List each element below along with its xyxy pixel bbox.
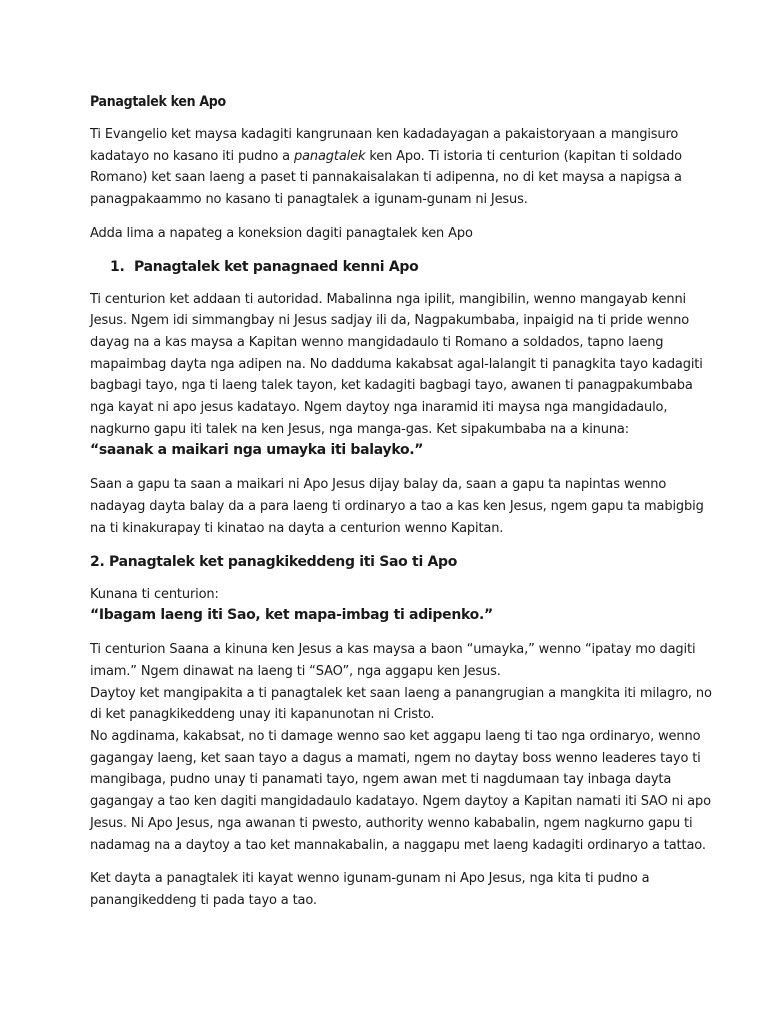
body-line: na ti kinakurapay ti kinatao na dayta a centurion wenno Kapitan.: [90, 520, 504, 536]
body-line: Ket dayta a panagtalek iti kayat wenno igunam-gunam ni Apo Jesus, nga kita ti pudno a: [90, 871, 650, 887]
section-2-paragraph: [90, 639, 712, 856]
body-line: dayag na a kas maysa a Kapitan wenno mangidadaulo ti Romano a soldados, tapno laeng: [90, 334, 664, 350]
body-line: imam.” Ngem dinawat na laeng ti “SAO”, nga aggapu ken Jesus.: [90, 663, 501, 679]
section-2-speaker: Kunana ti centurion:: [90, 586, 219, 602]
body-line: mapaimbag dayta nga adipen na. No dadduma kakabsat agal-lalangit ti panagkita tayo kadagiti: [90, 356, 703, 372]
section-1-quote: “saanak a maikari nga umayka iti balayko.”: [90, 442, 424, 459]
body-line: di ket panagkikeddeng unay iti kapanunotan ni Cristo.: [90, 707, 435, 723]
section-1-follow-paragraph: [90, 474, 704, 539]
lead-in-paragraph: Adda lima a napateg a koneksion dagiti panagtalek ken Apo: [90, 225, 473, 241]
body-line: nagkurno gapu iti talek na ken Jesus, nga manga-gas. Ket sipakumbaba na a kinuna:: [90, 421, 629, 437]
body-line: gagangay laeng, ket saan tayo a dagus a mamati, ngem no daytay boss wenno leaderes tayo ti: [90, 750, 701, 766]
section-2-heading: 2. Panagtalek ket panagkikeddeng iti Sao ti Apo: [90, 553, 458, 570]
body-line: nadayag dayta balay da a para laeng ti ordinaryo a tao a kas ken Jesus, ngem gapu ta mabigbig: [90, 499, 704, 515]
closing-paragraph: [90, 868, 698, 911]
emphasis-word: panagtalek: [293, 148, 366, 164]
section-1-paragraph: [90, 289, 703, 441]
intro-paragraph: [90, 124, 698, 211]
section-2-quote: “Ibagam laeng iti Sao, ket mapa-imbag ti adipenko.”: [90, 607, 493, 624]
intro-line: Ti Evangelio ket maysa kadagiti kangrunaan ken kadadayagan a pakaistoryaan a mangisuro: [90, 127, 679, 142]
list-number: 1.: [110, 258, 125, 275]
body-line: Daytoy ket mangipakita a ti panagtalek ket saan laeng a panangrugian a mangkita iti milagro, no: [90, 685, 712, 701]
body-line: gagangay a tao ken dagiti mangidadaulo kadatayo. Ngem daytoy a Kapitan namati iti SAO ni apo: [90, 794, 711, 810]
body-line: nadamag na a daytoy a tao ket mannakabalin, a naggapu met laeng kadagiti ordinaryo a tattao.: [90, 837, 706, 853]
body-line: No agdinama, kakabsat, no ti damage wenno sao ket aggapu laeng ti tao nga ordinaryo, wenno: [90, 729, 701, 745]
body-line: Ti centurion ket addaan ti autoridad. Mabalinna nga ipilit, mangibilin, wenno mangayab kenni: [90, 291, 687, 307]
intro-line: Romano) ket saan laeng a paset ti pannakaisalakan ti adipenna, no di ket maysa a napigsa a: [90, 170, 682, 186]
body-line: nga kayat ni apo jesus kadatayo. Ngem daytoy nga inaramid iti maysa nga mangidadaulo,: [90, 400, 668, 416]
body-line: Jesus. Ni Apo Jesus, nga awanan ti pwesto, authority wenno kababalin, ngem nagkurno gapu ti: [90, 815, 693, 831]
body-line: Ti centurion Saana a kinuna ken Jesus a kas maysa a baon “umayka,” wenno “ipatay mo dagiti: [90, 642, 696, 658]
body-line: panangikeddeng ti pada tayo a tao.: [90, 892, 317, 908]
document-title: Panagtalek ken Apo: [90, 94, 226, 110]
body-line: mangibaga, pudno unay ti panamati tayo, ngem awan met ti nagdumaan tay inbaga dayta: [90, 772, 672, 788]
section-1-heading: [110, 257, 698, 277]
body-line: bagbagi tayo, nga ti laeng talek tayon, ket kadagiti bagbagi tayo, awanen ti panagpakumbaba: [90, 378, 693, 394]
body-line: Saan a gapu ta saan a maikari ni Apo Jesus dijay balay da, saan a gapu ta napintas wenno: [90, 477, 667, 493]
intro-line: panagpakaammo no kasano ti panagtalek a igunam-gunam ni Jesus.: [90, 192, 528, 208]
body-line: Jesus. Ngem idi simmangbay ni Jesus sadjay ili da, Nagpakumbaba, inpaigid na ti pride wenno: [90, 313, 690, 329]
section-1-title: Panagtalek ket panagnaed kenni Apo: [134, 258, 419, 275]
intro-line-with-emphasis: kadatayo no kasano iti pudno a panagtalek ken Apo. Ti istoria ti centurion (kapitan ti soldado: [90, 148, 682, 164]
